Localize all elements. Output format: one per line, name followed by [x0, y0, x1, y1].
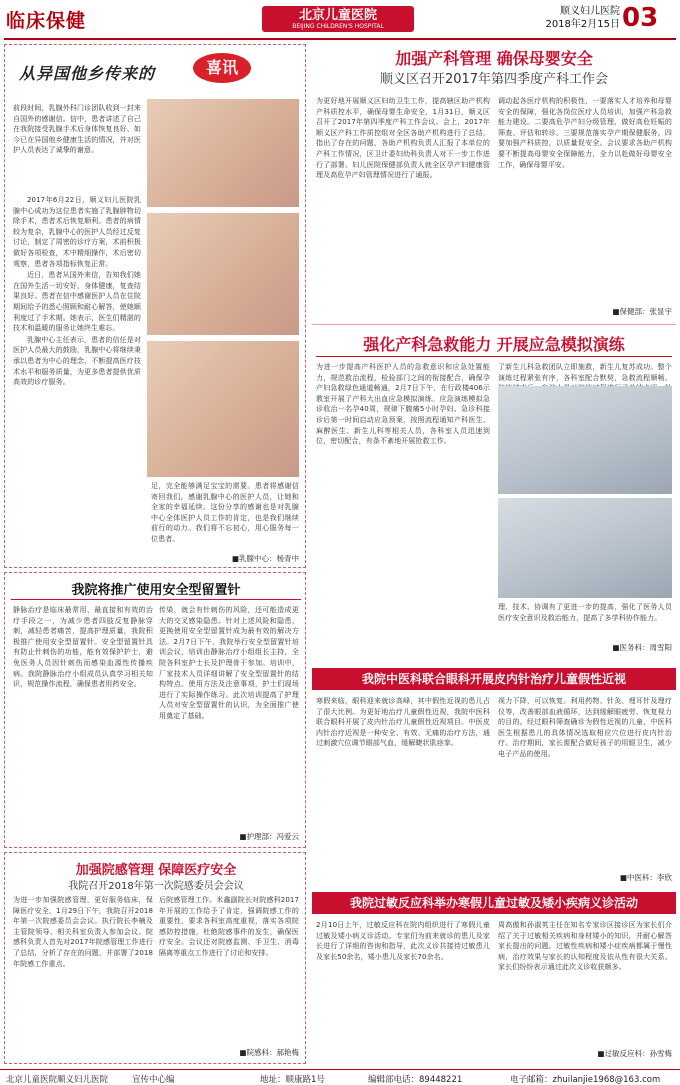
- photo-drill-2: [498, 498, 672, 598]
- article-col1: 为进一步提高产科医护人员的急救意识和应急处置能力，规范救治流程，检验部门之间的衔接配合，确保孕产妇急救绿色通道畅通，2月7日下午，在行政楼406示教室开展了产科大出血应急模拟演练。应急演练模拟急诊收治一名孕40周，规律下腹痛5小时孕妇。急诊科接诊后第一时间启动应急预案，按照流程通知产科医生、麻醉医生、新生儿科等相关人员，各科室人员迅速到位，密切配合，有条不紊地开展抢救工作。: [316, 363, 490, 446]
- page-footer: [0, 1069, 680, 1085]
- footer-editor: 宣传中心编: [132, 1075, 175, 1085]
- logo-en: BEIJING CHILDREN'S HOSPITAL: [292, 23, 384, 30]
- article-tail: 足，完全能够满足宝宝的需要。患者将感谢信寄回我们，感谢乳腺中心的医护人员，让她和全家的幸福延续。这份分享的感谢也是对乳腺中心全体医护人员工作的肯定，也是我们继续前行的动力。我们将不忘初心，用心服务每一位患者。: [151, 482, 299, 543]
- article-emergency-drill: [312, 328, 676, 664]
- divider: [312, 324, 676, 325]
- logo-cn: 北京儿童医院: [298, 8, 377, 23]
- header-info: [516, 5, 620, 31]
- article-col1: 为更好地开展顺义区妇幼卫生工作，提高辖区助产机构产科质控水平，确保母婴生命安全，1月31日，顺义区召开了2017年第四季度产科工作会议。会上，2017年顺义区产科工作质控组对全区各助产机构进行了总结，指出了存在的问题，各助产机构负责人汇报了本单位的产科工作情况，区卫计委妇幼科负责人对下一步工作进行了部署。妇儿医院保健部负责人就全区孕产妇健康管理及高危孕产妇管理情况进行了通报。: [316, 97, 490, 180]
- article-author: ■中医科：李欣: [619, 873, 672, 882]
- article-title: 我院过敏反应科举办寒假儿童过敏及矮小疾病义诊活动: [312, 892, 676, 914]
- article-col2: 视力下降，可以恢复。利用药物、针灸、埋耳针及理疗仪等，改善眼部血液循环，达到缓解眼疲劳、恢复视力的目的。经过眼科筛查确诊为假性近视的儿童，中医科医生根据患儿的具体情况选取相应穴位进行皮内针治疗。治疗期间，家长需配合做好孩子的用眼卫生，减少电子产品的使用。: [498, 697, 672, 758]
- article-col1: 为进一步加强院感管理，更好服务临床，保障医疗安全，1月29日下午，我院召开2018年第一次院感委员会会议。执行院长李楠及主管院领导、相关科室负责人参加会议。院感科负责人首先对2017年院感管理工作进行了总结，分析了存在的问题，并部署了2018年院感工作重点。: [13, 896, 153, 968]
- article-col2: 了新生儿科急救团队立即施救，新生儿复苏成功。整个演练过程紧张有序，各科室配合默契，急救流程顺畅。: [498, 363, 672, 382]
- article-body: [13, 195, 141, 521]
- photo-drill-1: [498, 386, 672, 494]
- photo-after: [147, 341, 299, 477]
- article-myopia: [312, 668, 676, 888]
- section-title: 临床保健: [6, 10, 87, 32]
- article-title: 我院将推广使用安全型留置针: [71, 583, 241, 598]
- article-author: ■院感科：郝艳梅: [239, 1048, 299, 1057]
- article-col2: 后院感管理工作。米鑫副院长对院感科2017年开展的工作给予了肯定，强调院感工作的重要性，要求各科室高度重视，落实各项院感防控措施，杜绝院感事件的发生，确保医疗安全。会议还对院感监测、手卫生、消毒隔离等重点工作进行了讨论和安排。: [159, 896, 299, 957]
- article-title: 加强院感管理 保障医疗安全: [75, 863, 237, 878]
- paragraph: 乳腺中心主任表示，患者的信任是对医护人员最大的鼓励，乳腺中心将继续秉承以患者为中心的理念，不断提高医疗技术水平和服务质量，为更多患者提供优质高效的诊疗服务。: [13, 335, 141, 387]
- article-safety-needle: [4, 572, 306, 848]
- hospital-logo: [262, 6, 414, 32]
- article-col1: 寒假来临，眼科迎来就诊高峰，其中假性近视的患儿占了很大比例。为更好地治疗儿童假性近视，我院中医科联合眼科开展了皮内针治疗儿童假性近视项目。中医皮内针治疗近视是一种安全、有效、无痛的治疗方法，通过刺激穴位调节眼部气血，缓解睫状肌痉挛。: [316, 697, 490, 748]
- article-title: 加强产科管理 确保母婴安全: [395, 49, 593, 68]
- article-intro: 前段时间，乳腺外科门诊团队收到一封来自国外的感谢信。信中，患者讲述了自己在我院接受乳腺手术后身体恢复良好、如今已在异国他乡健康生活的情况，并对医护人员表达了诚挚的谢意。: [13, 104, 141, 155]
- page-header: [0, 0, 680, 38]
- issue-date: 2018年2月15日: [545, 19, 620, 30]
- article-author: ■护理部：冯爱云: [239, 832, 299, 841]
- article-col2: 周高傲和孙淑英主任在知名专家诊区接诊区为家长们介绍了关于过敏相关疾病和身材矮小的知识，并耐心解答家长提出的问题。过敏性疾病和矮小症疾病都属于慢性病，治疗效果与家长的认知程度及依从性有很大关系。家长们纷纷表示通过此次义诊收获颇多。: [498, 921, 672, 972]
- article-col1: 静脉治疗是临床最常用、最直接和有效的治疗手段之一，为减少患者四肢反复静脉穿刺，减轻患者痛苦，提高护理质量，我院积极推广使用安全型留置针。安全型留置针具有防止针刺伤的功能，能有效保护护士，避免医务人员因针刺伤而感染血源性传播疾病。我院静脉治疗小组成员认真学习相关知识，规范操作流程，确保患者用药安全。: [13, 606, 153, 689]
- good-news-badge: 喜讯: [193, 53, 251, 83]
- article-title: 从异国他乡传来的: [19, 64, 156, 83]
- photo-caption: 理、技术、协调有了更进一步的提高，强化了医务人员医疗安全意识及救治能力，提高了多学科协作能力。: [498, 603, 672, 622]
- article-subtitle: 我院召开2018年第一次院感委员会会议: [68, 881, 244, 892]
- footer-phone: 编辑部电话：89448221: [368, 1075, 463, 1085]
- header-rule: [4, 38, 676, 40]
- article-author: ■保健部：张显宇: [612, 307, 672, 316]
- article-col2: 传染，就会有针刺伤的风险，还可能造成更大的交叉感染隐患。针对上述风险和隐患，更换使用安全型留置针成为最有效的解决方法。2月7日下午，我院举行安全型留置针培训会议，培训由静脉治疗小组组长主持，全院各科室护士长及护理骨干参加。培训中，厂家技术人员详细讲解了安全型留置针的结构特点、使用方法及注意事项，护士们现场进行了实际操作练习。此次培训提高了护理人员对安全型留置针的认识，为全面推广使用奠定了基础。: [159, 606, 299, 720]
- paragraph: 2017年6月22日，顺义妇儿医院乳腺中心成功为这位患者实施了乳腺肿物切除手术，患者术后恢复顺利。患者的病情较为复杂，乳腺中心的医护人员经过反复讨论，制定了周密的诊疗方案，术前积极做好各项检查，术中精细操作，术后密切观察，患者各项指标恢复正常。: [13, 196, 141, 268]
- article-allergy-clinic: [312, 892, 676, 1066]
- hospital-name: 顺义妇儿医院: [560, 6, 620, 17]
- footer-address: 地址：顺康路1号: [260, 1075, 325, 1085]
- article-col2: 调动起各医疗机构的积极性，一要落实人才培养和母婴安全的保障，强化各岗位医疗人员培训，加强产科急救能力建设。二要高危孕产妇分级管理，做好高危妊娠的筛查、评估和转诊。三要规范落实孕产期保健服务。四要加强产科质控，以质量促安全。会议要求各助产机构要不断提高母婴安全保障能力，全力以赴做好母婴安全工作，确保母婴平安。: [498, 97, 672, 169]
- photo-during: [147, 213, 299, 335]
- footer-email: 电子邮箱：zhuilanjie1968@163.com: [510, 1075, 661, 1085]
- article-author: ■乳腺中心：杨青中: [231, 554, 299, 563]
- page-number: 03: [622, 3, 659, 33]
- article-author: ■医务科：周雪阳: [612, 643, 672, 652]
- article-thank-letter: [4, 44, 306, 568]
- article-col1: 2月10日上午，过敏反应科在院内组织进行了寒假儿童过敏及矮小病义诊活动。专家们为前来就诊的患儿及家长进行了详细的咨询和指导，此次义诊共接待过敏患儿及家长50余名，矮小患儿及家长70余名。: [316, 921, 490, 961]
- article-subtitle: 顺义区召开2017年第四季度产科工作会: [379, 72, 609, 87]
- photo-before: [147, 99, 299, 207]
- article-obstetrics-meeting: [312, 44, 676, 322]
- article-title: 我院中医科联合眼科开展皮内针治疗儿童假性近视: [312, 668, 676, 690]
- article-author: ■过敏反应科：孙雪梅: [597, 1049, 672, 1058]
- paragraph: 近日，患者从国外来信，告知我们她在国外生活一切安好，身体健康，复查结果良好。患者在信中感谢医护人员在住院期间给予的悉心照顾和耐心解答，使她顺利度过了手术期。她表示，医生们精湛的技术和温暖的服务让她终生难忘。: [13, 271, 141, 333]
- article-title: 强化产科急救能力 开展应急模拟演练: [363, 335, 625, 354]
- article-infection-control: [4, 852, 306, 1064]
- divider: [316, 356, 672, 357]
- divider: [11, 599, 301, 600]
- footer-org: 北京儿童医院顺义妇儿医院: [6, 1075, 109, 1085]
